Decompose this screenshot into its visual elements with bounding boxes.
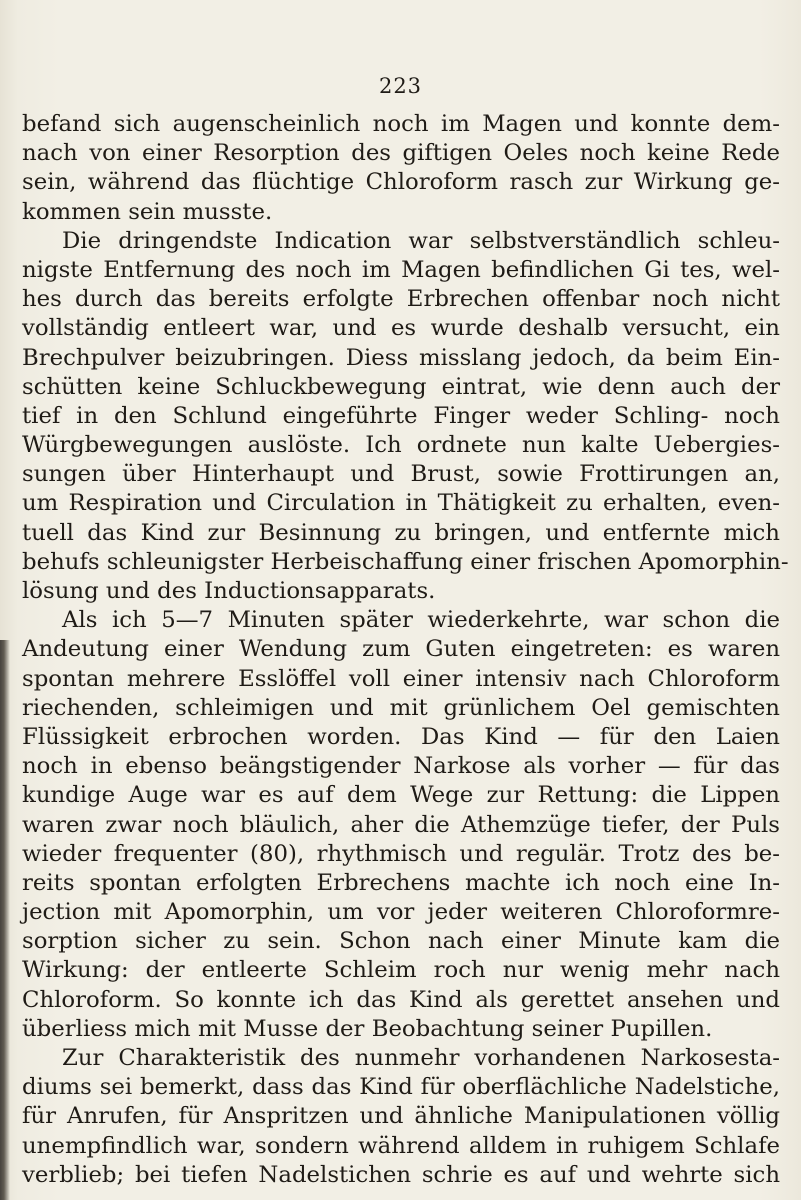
- text-line: unempfindlich war, sondern während alldem in ruhigem Schlafe: [22, 1132, 780, 1159]
- text-line: tuell das Kind zur Besinnung zu bringen, und entfernte mich: [22, 519, 780, 546]
- text-line: diums sei bemerkt, dass das Kind für oberflächliche Nadelstiche,: [22, 1074, 780, 1101]
- text-line: Zur Charakteristik des nunmehr vorhandenen Narkosesta-: [62, 1045, 780, 1071]
- text-line: vollständig entleert war, und es wurde deshalb versucht, ein: [22, 315, 780, 342]
- text-line: nigste Entfernung des noch im Magen befindlichen Gi tes, wel-: [22, 256, 780, 283]
- text-line: waren zwar noch bläulich, aher die Athemzüge tiefer, der Puls: [22, 811, 780, 838]
- text-line: um Respiration und Circulation in Thätigkeit zu erhalten, even-: [22, 490, 780, 517]
- text-line: kundige Auge war es auf dem Wege zur Rettung: die Lippen: [22, 782, 780, 809]
- text-line: Brechpulver beizubringen. Diess misslang jedoch, da beim Ein-: [22, 344, 780, 371]
- text-line: Als ich 5—7 Minuten später wiederkehrte, war schon die: [62, 607, 780, 634]
- text-line: befand sich augenscheinlich noch im Magen und konnte dem-: [22, 111, 780, 137]
- text-line: lösung und des Inductionsapparats.: [22, 578, 436, 604]
- binding-shadow: [0, 640, 10, 1200]
- text-line: schütten keine Schluckbewegung eintrat, wie denn auch der: [22, 373, 780, 400]
- page-number: 223: [378, 74, 423, 98]
- text-line: überliess mich mit Musse der Beobachtung seiner Pupillen.: [22, 1015, 713, 1042]
- text-line: reits spontan erfolgten Erbrechens machte ich noch eine In-: [22, 869, 780, 896]
- text-line: nach von einer Resorption des giftigen Oeles noch keine Rede: [22, 140, 780, 167]
- text-line: sungen über Hinterhaupt und Brust, sowie Frottirungen an,: [22, 461, 780, 488]
- text-line: verblieb; bei tiefen Nadelstichen schrie es auf und wehrte sich: [22, 1161, 780, 1188]
- text-line: behufs schleunigster Herbeischaffung einer frischen Apomorphin-: [22, 548, 789, 575]
- text-line: noch in ebenso beängstigender Narkose als vorher — für das: [22, 753, 780, 780]
- text-line: wieder frequenter (80), rhythmisch und regulär. Trotz des be-: [22, 840, 780, 867]
- text-line: Die dringendste Indication war selbstverständlich schleu-: [62, 227, 780, 254]
- text-line: sein, während das flüchtige Chloroform rasch zur Wirkung ge-: [22, 169, 780, 196]
- text-line: tief in den Schlund eingeführte Finger weder Schling- noch: [22, 402, 780, 429]
- text-line: Andeutung einer Wendung zum Guten eingetreten: es waren: [22, 636, 780, 663]
- text-line: Wirkung: der entleerte Schleim roch nur wenig mehr nach: [22, 957, 780, 984]
- text-line: hes durch das bereits erfolgte Erbrechen offenbar noch nicht: [22, 286, 780, 313]
- text-line: riechenden, schleimigen und mit grünlichem Oel gemischten: [22, 694, 780, 721]
- text-line: kommen sein musste.: [22, 198, 273, 225]
- text-line: sorption sicher zu sein. Schon nach einer Minute kam die: [22, 928, 780, 955]
- text-line: Chloroform. So konnte ich das Kind als gerettet ansehen und: [22, 986, 780, 1013]
- text-line: spontan mehrere Esslöffel voll einer intensiv nach Chloroform: [22, 665, 780, 692]
- text-line: Flüssigkeit erbrochen worden. Das Kind — für den Laien: [22, 723, 780, 750]
- text-line: für Anrufen, für Anspritzen und ähnliche Manipulationen völlig: [22, 1103, 780, 1130]
- text-line: Würgbewegungen auslöste. Ich ordnete nun kalte Uebergies-: [22, 432, 780, 459]
- text-line: jection mit Apomorphin, um vor jeder weiteren Chloroformre-: [22, 899, 780, 926]
- body-text: [22, 110, 789, 1190]
